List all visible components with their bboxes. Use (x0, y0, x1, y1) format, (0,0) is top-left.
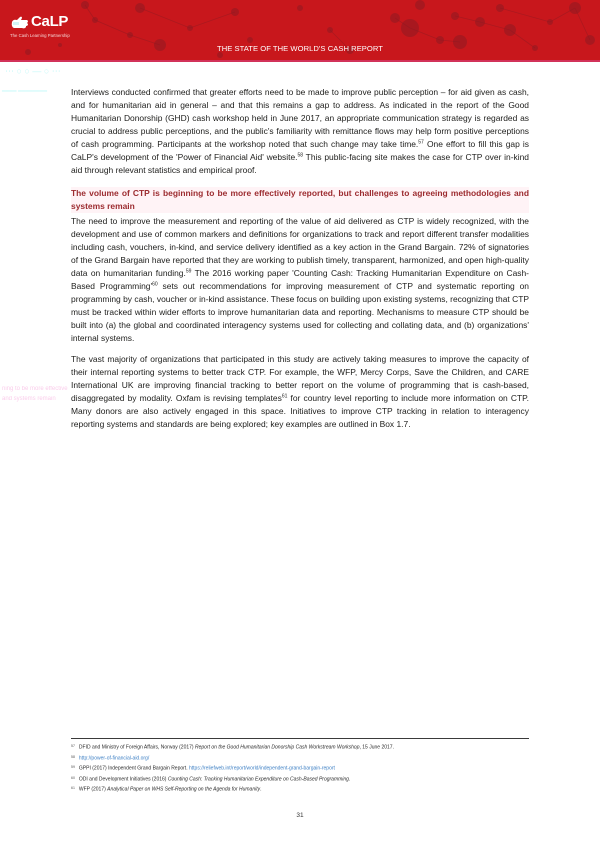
paragraph-organizations: The vast majority of organizations that participated in this study are actively taking measures to improve the capacity of their internal reporting systems to better track CTP. For example, the WFP, Mercy Corps, Save the Children, and CARE International UK are improving financial tracking to better report on the volume of programming that is cash-based, disaggregated by modality. Oxfam is revising templates$^{61}$ for country level reporting to include more information on CTP. Many donors are also actively engaged in this space. Initiatives to improve CTP tracking in relation to interagency reporting systems and standards are being explored; key examples are outlined in Box 1.7. (71, 354, 529, 429)
section-heading: The volume of CTP is beginning to be more effectively reported, but challenges to agreeing methodologies and systems remain (71, 188, 529, 211)
footnote-ref[interactable]: 58 (297, 152, 304, 159)
paragraph-public-perception: Interviews conducted confirmed that greater efforts need to be made to improve public perception – for aid given as cash, and for humanitarian aid in general – and that this remains a gap to address. As indicated in the report of the Good Humanitarian Donorship (GHD) cash workshop held in June 2017, an appropriate communication strategy is regarded as crucial to address public perceptions, and the public's familiarity with remittance flows may help form positive perceptions of cash programming. Participants at the workshop noted that such change may take time.$^{57}$ One effort to fill this gap is CaLP's development of the 'Power of Financial Aid' website.$^{58}$ This public-facing site makes the case for CTP over in-kind aid through relevant statistics and empirical proof. (71, 87, 529, 175)
footnote-link[interactable]: http://power-of-financial-aid.org/ (78, 755, 150, 761)
ghost-artifact: and systems remain (2, 396, 56, 402)
hand-icon (10, 16, 30, 30)
paragraph-measurement: The need to improve the measurement and reporting of the value of aid delivered as CTP is widely recognized, with the development and use of common markers and definitions for organizations to track and report different transfer modalities including cash, vouchers, in-kind, and service delivery identified as a key action in the Grand Bargain. 72% of signatories of the Grand Bargain have reported that they are working to publish timely, transparent, harmonized, and open high-quality data on humanitarian funding.$^{59}$ The 2016 working paper 'Counting Cash: Tracking Humanitarian Expenditure on Cash-Based $Programming'^{60}$ sets out recommendations for improving measurement of CTP and systematic reporting on programming by cash, voucher or in-kind assistance. These focus on building upon existing systems, recognizing that CTP must be tracked within wider efforts to improve humanitarian data and reporting. Mechanisms to measure CTP should be built into (a) the global and coordinated interagency systems used for collecting and collating data, and (b) organizations' internal systems. (71, 216, 529, 343)
ghost-artifact: ━━━━ ━━━━━━━━ (2, 89, 48, 95)
ghost-artifact: ning to be more effective (2, 386, 68, 392)
footnote-61: $^{61}$ WFP (2017) Analytical Paper on WHS Self-Reporting on the Agenda for Humanity. (71, 786, 262, 793)
logo-tagline: The Cash Learning Partnership (10, 33, 70, 38)
footnote-59: $^{59}$ GPPI (2017) Independent Grand Bargain Report. https://reliefweb.int/report/world/independent-grand-bargain-report (71, 765, 335, 772)
report-title: THE STATE OF THE WORLD'S CASH REPORT (217, 44, 383, 53)
calp-logo[interactable] (10, 12, 80, 36)
footnote-ref[interactable]: 61 (281, 393, 288, 400)
footnote-link[interactable]: https://reliefweb.int/report/world/independent-grand-bargain-report (188, 765, 335, 772)
main-content (71, 86, 529, 439)
header-bottom-stripe (0, 60, 600, 62)
page-number: 31 (296, 812, 304, 819)
footnote-ref[interactable]: 60 (152, 281, 158, 288)
logo-name: CaLP (31, 13, 69, 30)
footnote-60: $^{60}$ ODI and Development Initiatives (2016) Counting Cash: Tracking Humanitarian Expenditure on Cash-Based Programming. (71, 775, 351, 782)
footnote-ref[interactable]: 59 (185, 268, 192, 275)
page-header (0, 0, 600, 62)
footnote-ref[interactable]: 57 (418, 139, 424, 146)
footnote-58: $^{58}$ http://power-of-financial-aid.org/ (71, 754, 150, 761)
footnote-57: $^{57}$ DFID and Ministry of Foreign Affairs, Norway (2017) Report on the Good Humanitarian Donorship Cash Workstream Workshop, 15 June 2017. (71, 744, 394, 751)
ghost-artifact: ⋯ ○ ○ — ○ ⋯ (5, 66, 61, 76)
footnotes (71, 738, 529, 795)
